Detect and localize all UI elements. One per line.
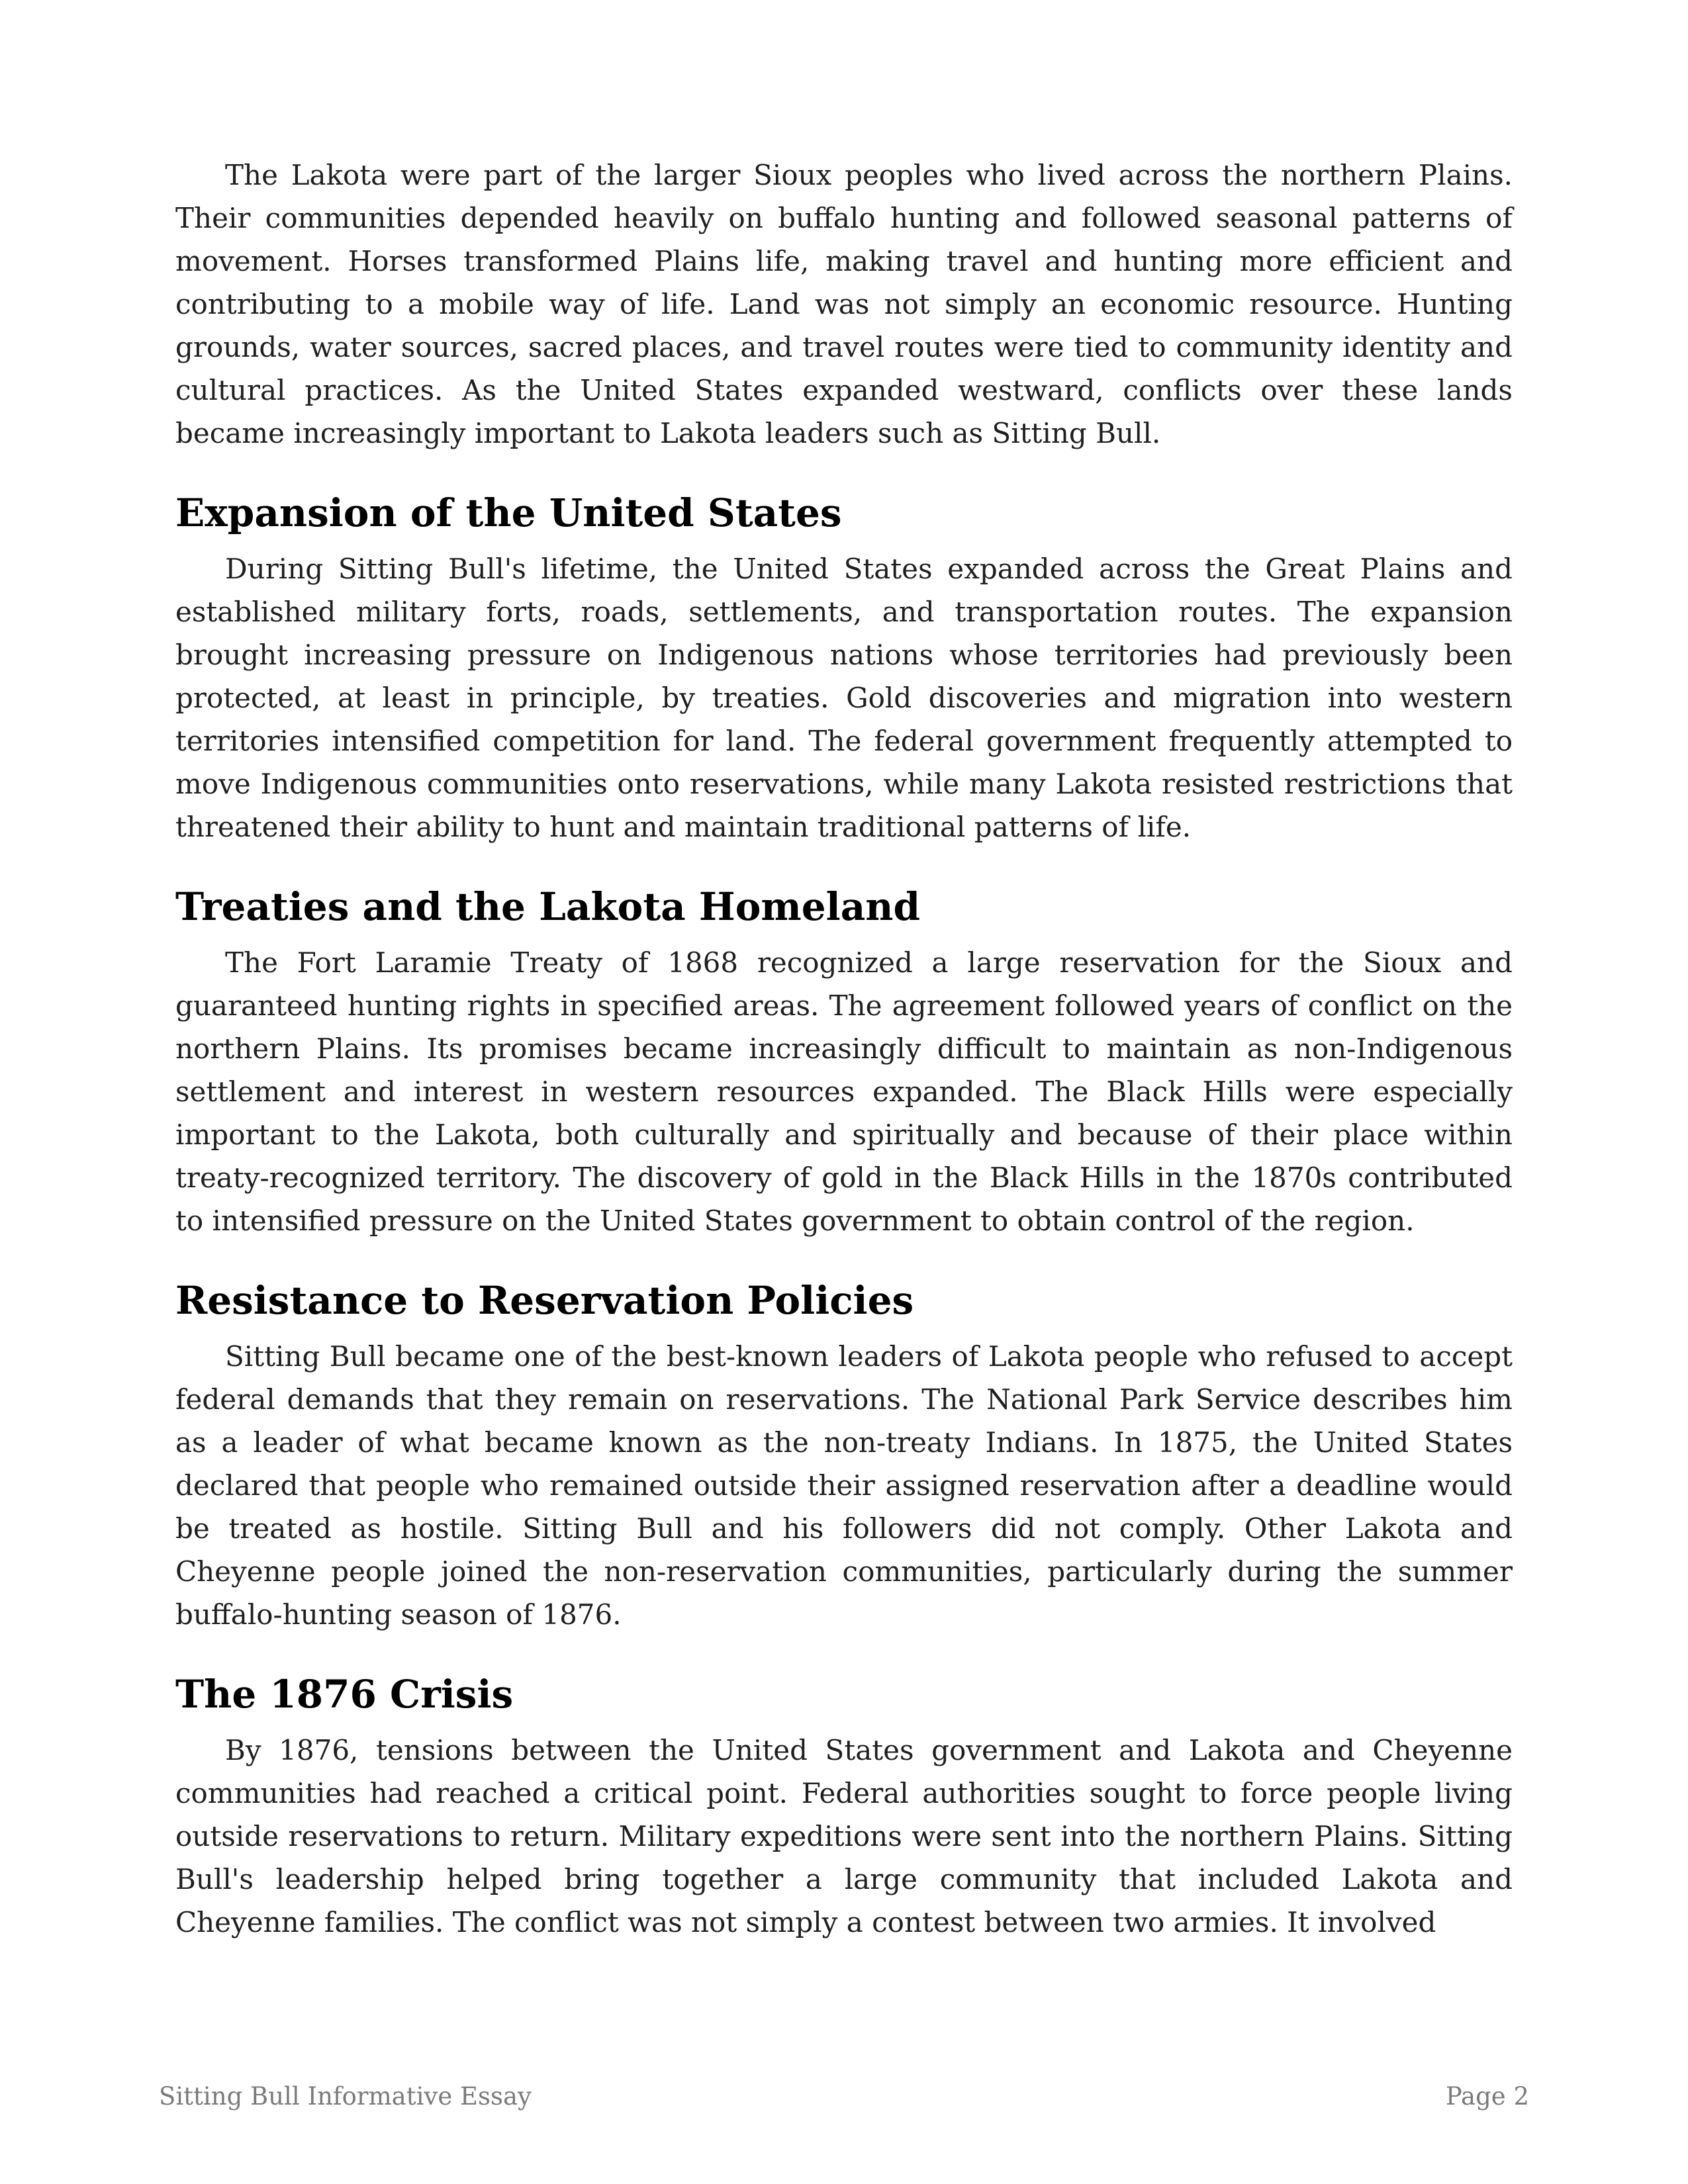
section-heading: Expansion of the United States bbox=[175, 490, 842, 535]
essay-body bbox=[175, 154, 1513, 1944]
section-heading: Treaties and the Lakota Homeland bbox=[175, 884, 920, 929]
section-heading: The 1876 Crisis bbox=[175, 1672, 514, 1717]
footer-page-number: Page 2 bbox=[1445, 2082, 1529, 2111]
section-paragraph: During Sitting Bull's lifetime, the United States expanded across the Great Plains and established military forts, roads, settlements, and transportation routes. The expansion brought increasing pressure on Indigenous nations whose territories had previously been protected, at least in principle, by treaties. Gold discoveries and migration into western territories intensified competition for land. The federal government frequently attempted to move Indigenous communities onto reservations, while many Lakota resisted restrictions that threatened their ability to hunt and maintain traditional patterns of life. bbox=[175, 553, 1513, 843]
section-paragraph: The Fort Laramie Treaty of 1868 recognized a large reservation for the Sioux and guaranteed hunting rights in specified areas. The agreement followed years of conflict on the northern Plains. Its promises became increasingly difficult to maintain as non-Indigenous settlement and interest in western resources expanded. The Black Hills were especially important to the Lakota, both culturally and spiritually and because of their place within treaty-recognized territory. The discovery of gold in the Black Hills in the 1870s contributed to intensified pressure on the United States government to obtain control of the region. bbox=[175, 946, 1513, 1237]
section-resistance bbox=[175, 1275, 1513, 1636]
intro-paragraph: The Lakota were part of the larger Sioux peoples who lived across the northern Plains. Their communities depended heavily on buffalo hunting and followed seasonal patterns of movement. Horses transformed Plains life, making travel and hunting more efficient and contributing to a mobile way of life. Land was not simply an economic resource. Hunting grounds, water sources, sacred places, and travel routes were tied to community identity and cultural practices. As the United States expanded westward, conflicts over these lands became increasingly important to Lakota leaders such as Sitting Bull. bbox=[175, 159, 1513, 449]
footer-document-title: Sitting Bull Informative Essay bbox=[159, 2082, 532, 2111]
section-1876-crisis bbox=[175, 1669, 1513, 1944]
section-paragraph: Sitting Bull became one of the best-known leaders of Lakota people who refused to accept federal demands that they remain on reservations. The National Park Service describes him as a leader of what became known as the non-treaty Indians. In 1875, the United States declared that people who remained outside their assigned reservation after a deadline would be treated as hostile. Sitting Bull and his followers did not comply. Other Lakota and Cheyenne people joined the non-reservation communities, particularly during the summer buffalo-hunting season of 1876. bbox=[175, 1340, 1513, 1631]
section-paragraph: By 1876, tensions between the United States government and Lakota and Cheyenne communities had reached a critical point. Federal authorities sought to force people living outside reservations to return. Military expeditions were sent into the northern Plains. Sitting Bull's leadership helped bring together a large community that included Lakota and Cheyenne families. The conflict was not simply a contest between two armies. It involved bbox=[175, 1734, 1513, 1938]
section-heading: Resistance to Reservation Policies bbox=[175, 1278, 914, 1323]
section-expansion bbox=[175, 488, 1513, 848]
section-treaties bbox=[175, 882, 1513, 1242]
